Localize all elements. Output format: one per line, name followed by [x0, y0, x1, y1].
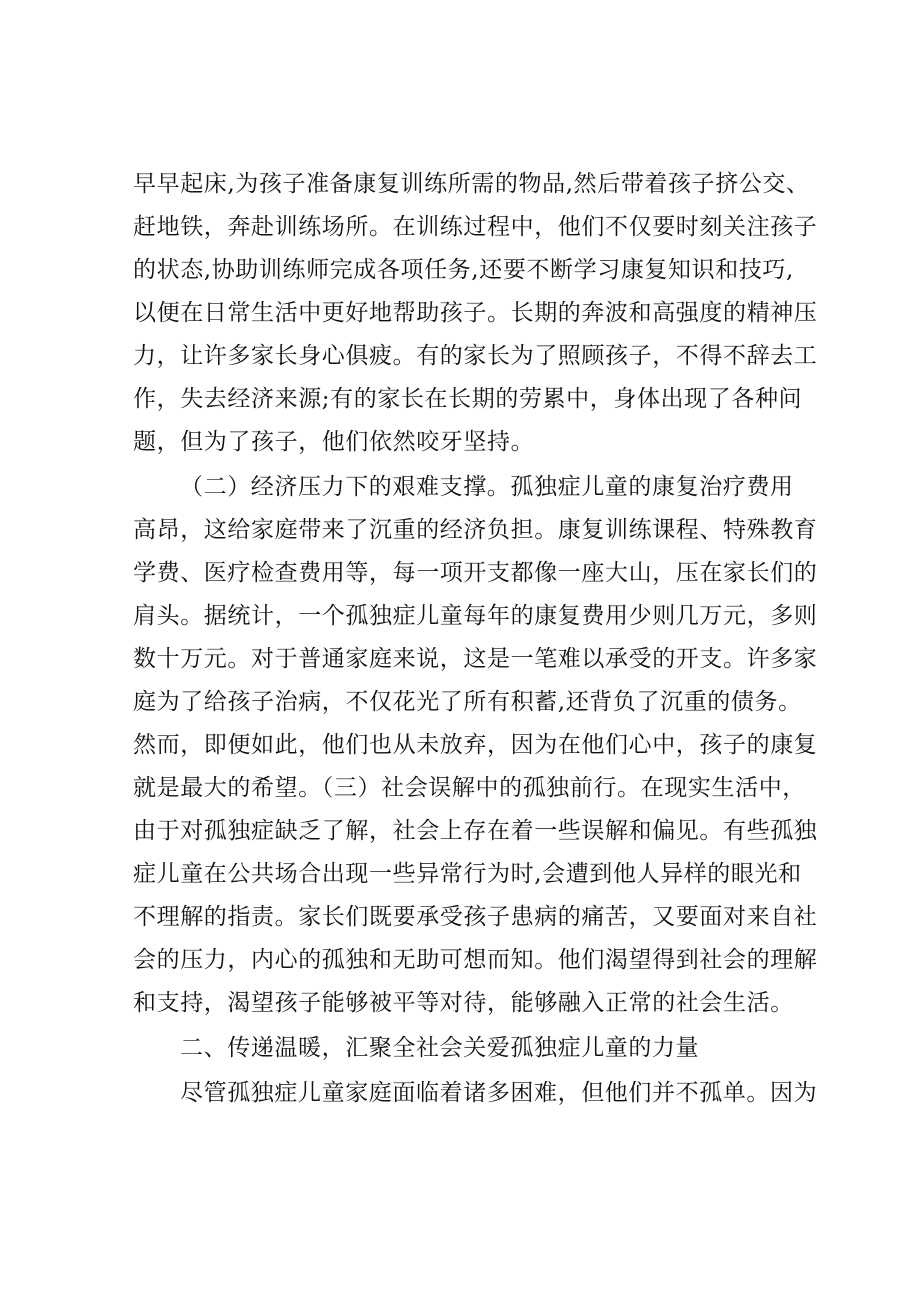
- paragraph-2-line-8: 就是最大的希望。（三）社会误解中的孤独前行。在现实生活中，: [133, 775, 806, 801]
- paragraph-2-line-5: 数十万元。对于普通家庭来说，这是一笔难以承受的开支。许多家: [133, 646, 818, 672]
- paragraph-1-line-3: 的状态,协助训练师完成各项任务,还要不断学习康复知识和技巧,: [133, 257, 794, 283]
- paragraph-2-line-11: 不理解的指责。家长们既要承受孩子患病的痛苦，又要面对来自社: [133, 904, 818, 930]
- paragraph-2-line-6: 庭为了给孩子治病，不仅花光了所有积蓄,还背负了沉重的债务。: [133, 689, 802, 715]
- paragraph-1-line-1: 早早起床,为孩子准备康复训练所需的物品,然后带着孩子挤公交、: [133, 171, 810, 197]
- paragraph-2-line-10: 症儿童在公共场合出现一些异常行为时,会遭到他人异样的眼光和: [133, 861, 802, 887]
- paragraph-2-line-1: （二）经济压力下的艰难支撑。孤独症儿童的康复治疗费用: [180, 474, 794, 500]
- paragraph-1-line-4: 以便在日常生活中更好地帮助孩子。长期的奔波和高强度的精神压: [133, 300, 818, 326]
- paragraph-1-line-7: 题，但为了孩子，他们依然咬牙坚持。: [133, 429, 535, 455]
- paragraph-1-line-5: 力，让许多家长身心俱疲。有的家长为了照顾孩子，不得不辞去工: [133, 343, 818, 369]
- paragraph-2-line-3: 学费、医疗检查费用等，每一项开支都像一座大山，压在家长们的: [133, 560, 818, 586]
- paragraph-2-line-9: 由于对孤独症缺乏了解，社会上存在着一些误解和偏见。有些孤独: [133, 818, 818, 844]
- paragraph-3-line-1: 尽管孤独症儿童家庭面临着诸多困难，但他们并不孤单。因为: [180, 1080, 818, 1106]
- paragraph-2-line-2: 高昂，这给家庭带来了沉重的经济负担。康复训练课程、特殊教育: [133, 517, 818, 543]
- paragraph-2-line-4: 肩头。据统计，一个孤独症儿童每年的康复费用少则几万元，多则: [133, 603, 818, 629]
- paragraph-2-line-12: 会的压力，内心的孤独和无助可想而知。他们渴望得到社会的理解: [133, 947, 818, 973]
- paragraph-1-line-6: 作，失去经济来源;有的家长在长期的劳累中，身体出现了各种问: [133, 386, 803, 412]
- paragraph-1-line-2: 赶地铁，奔赴训练场所。在训练过程中，他们不仅要时刻关注孩子: [133, 214, 818, 240]
- section-heading: 二、传递温暖，汇聚全社会关爱孤独症儿童的力量: [180, 1035, 700, 1061]
- paragraph-2-line-13: 和支持，渴望孩子能够被平等对待，能够融入正常的社会生活。: [133, 990, 794, 1016]
- paragraph-2-line-7: 然而，即便如此，他们也从未放弃，因为在他们心中，孩子的康复: [133, 732, 818, 758]
